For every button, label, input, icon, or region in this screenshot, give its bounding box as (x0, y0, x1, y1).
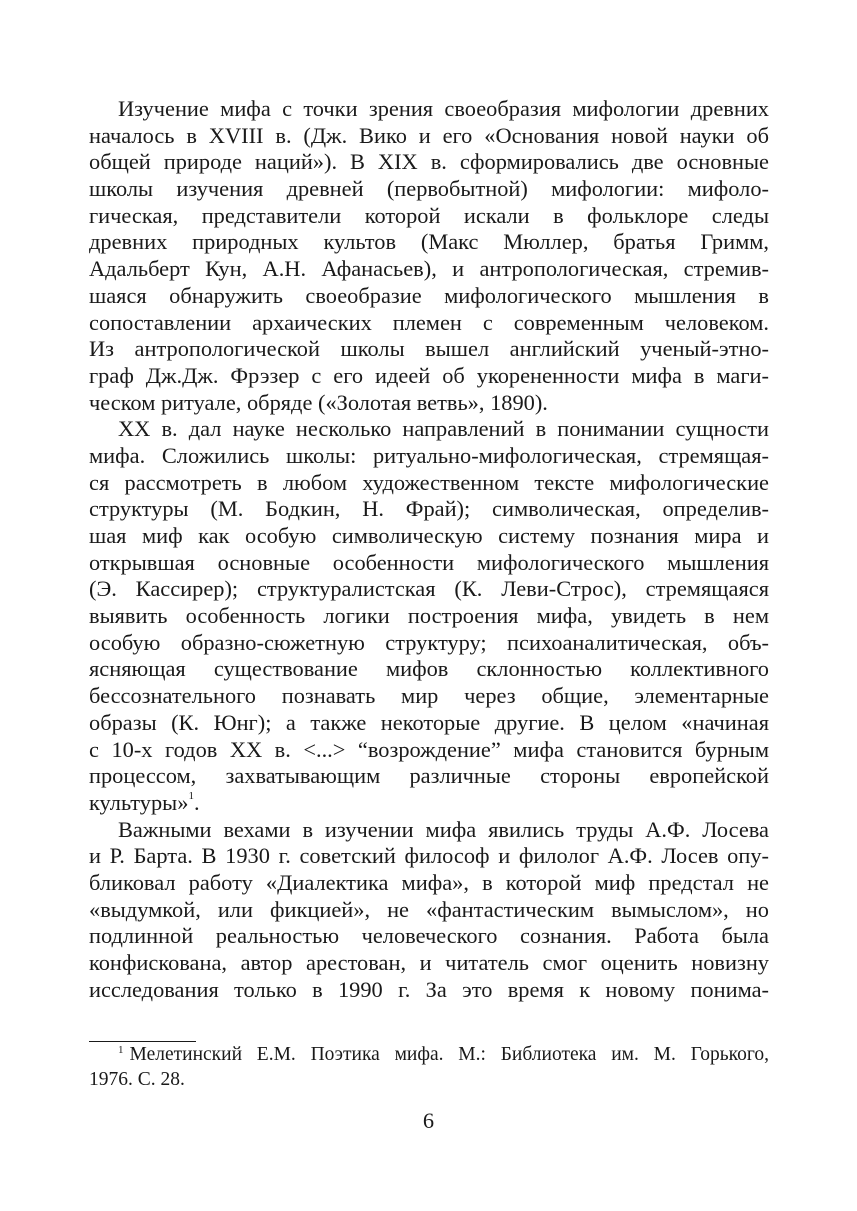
text-line: XX в. дал науке несколько направлений в понимании сущности (118, 416, 769, 442)
text-line: особую образно-сюжетную структуру; психоаналитическая, объ- (89, 629, 769, 655)
paragraph-1 (89, 96, 769, 416)
footnote-line: 1976. С. 28. (89, 1069, 185, 1090)
paragraph-2 (89, 416, 769, 816)
text-line: древних природных культов (Макс Мюллер, братья Гримм, (89, 229, 769, 255)
text-line: ческом ритуале, обряде («Золотая ветвь», 1890). (89, 389, 548, 415)
text-line (89, 790, 769, 817)
text-line: школы изучения древней (первобытной) мифологии: мифоло- (89, 176, 769, 202)
text-line: шаяся обнаружить своеобразие мифологического мышления в (89, 282, 769, 308)
text-line: структуры (М. Бодкин, Н. Фрай); символическая, определив- (89, 496, 769, 522)
text-line: общей природе наций»). В XIX в. сформировались две основные (89, 149, 769, 175)
footnote-text: Мелетинский Е.М. Поэтика мифа. М.: Библиотека им. М. Горького, (129, 1044, 769, 1065)
footnote-marker: 1 (118, 1044, 124, 1056)
footnote-reference[interactable]: 1 (188, 790, 194, 803)
text-line: с 10-х годов XX в. <...> “возрождение” мифа становится бурным (89, 736, 769, 762)
text-line: и Р. Барта. В 1930 г. советский философ и филолог А.Ф. Лосев опу- (89, 843, 769, 869)
footnote-line (89, 1042, 769, 1067)
main-text (89, 96, 769, 1003)
text-line: сопоставлении архаических племен с современным человеком. (89, 309, 769, 335)
text-line: образы (К. Юнг); а также некоторые другие. В целом «начиная (89, 709, 769, 735)
text-line: подлинной реальностью человеческого сознания. Работа была (89, 923, 769, 949)
text-line: выявить особенность логики построения мифа, увидеть в нем (89, 603, 769, 629)
text-line: гическая, представители которой искали в фольклоре следы (89, 202, 769, 228)
text-line: конфискована, автор арестован, и читатель смог оценить новизну (89, 950, 769, 975)
paragraph-3 (89, 817, 769, 1004)
text-span: культуры» (89, 789, 189, 815)
text-line: «выдумкой, или фикцией», не «фантастическим вымыслом», но (89, 896, 769, 922)
text-line: Важными вехами в изучении мифа явились труды А.Ф. Лосева (118, 816, 769, 842)
text-line: ся рассмотреть в любом художественном тексте мифологические (89, 469, 769, 495)
text-line: мифа. Сложились школы: ритуально-мифологическая, стремящая- (89, 442, 769, 468)
footnote (89, 1042, 769, 1092)
text-line: Из антропологической школы вышел английский ученый-этно- (89, 336, 769, 362)
page-number: 6 (422, 1108, 435, 1133)
text-line: Адальберт Кун, А.Н. Афанасьев), и антропологическая, стремив- (89, 256, 769, 282)
text-line: бликовал работу «Диалектика мифа», в которой миф предстал не (89, 869, 769, 895)
text-line: началось в XVIII в. (Дж. Вико и его «Основания новой науки об (89, 122, 769, 148)
text-line: граф Дж.Дж. Фрэзер с его идеей об укорененности мифа в маги- (89, 362, 769, 388)
text-line: (Э. Кассирер); структуралистская (К. Леви-Строс), стремящаяся (89, 576, 769, 602)
text-line: бессознательного познавать мир через общие, элементарные (89, 683, 769, 709)
text-line: процессом, захватывающим различные стороны европейской (89, 763, 769, 789)
text-span: . (193, 789, 200, 815)
text-line: шая миф как особую символическую систему познания мира и (89, 523, 769, 548)
text-line: Изучение мифа с точки зрения своеобразия мифологии древних (118, 96, 769, 121)
text-line: открывшая основные особенности мифологического мышления (89, 549, 769, 575)
text-line: исследования только в 1990 г. За это время к новому понима- (89, 976, 769, 1002)
text-line: ясняющая существование мифов склонностью коллективного (89, 656, 769, 682)
